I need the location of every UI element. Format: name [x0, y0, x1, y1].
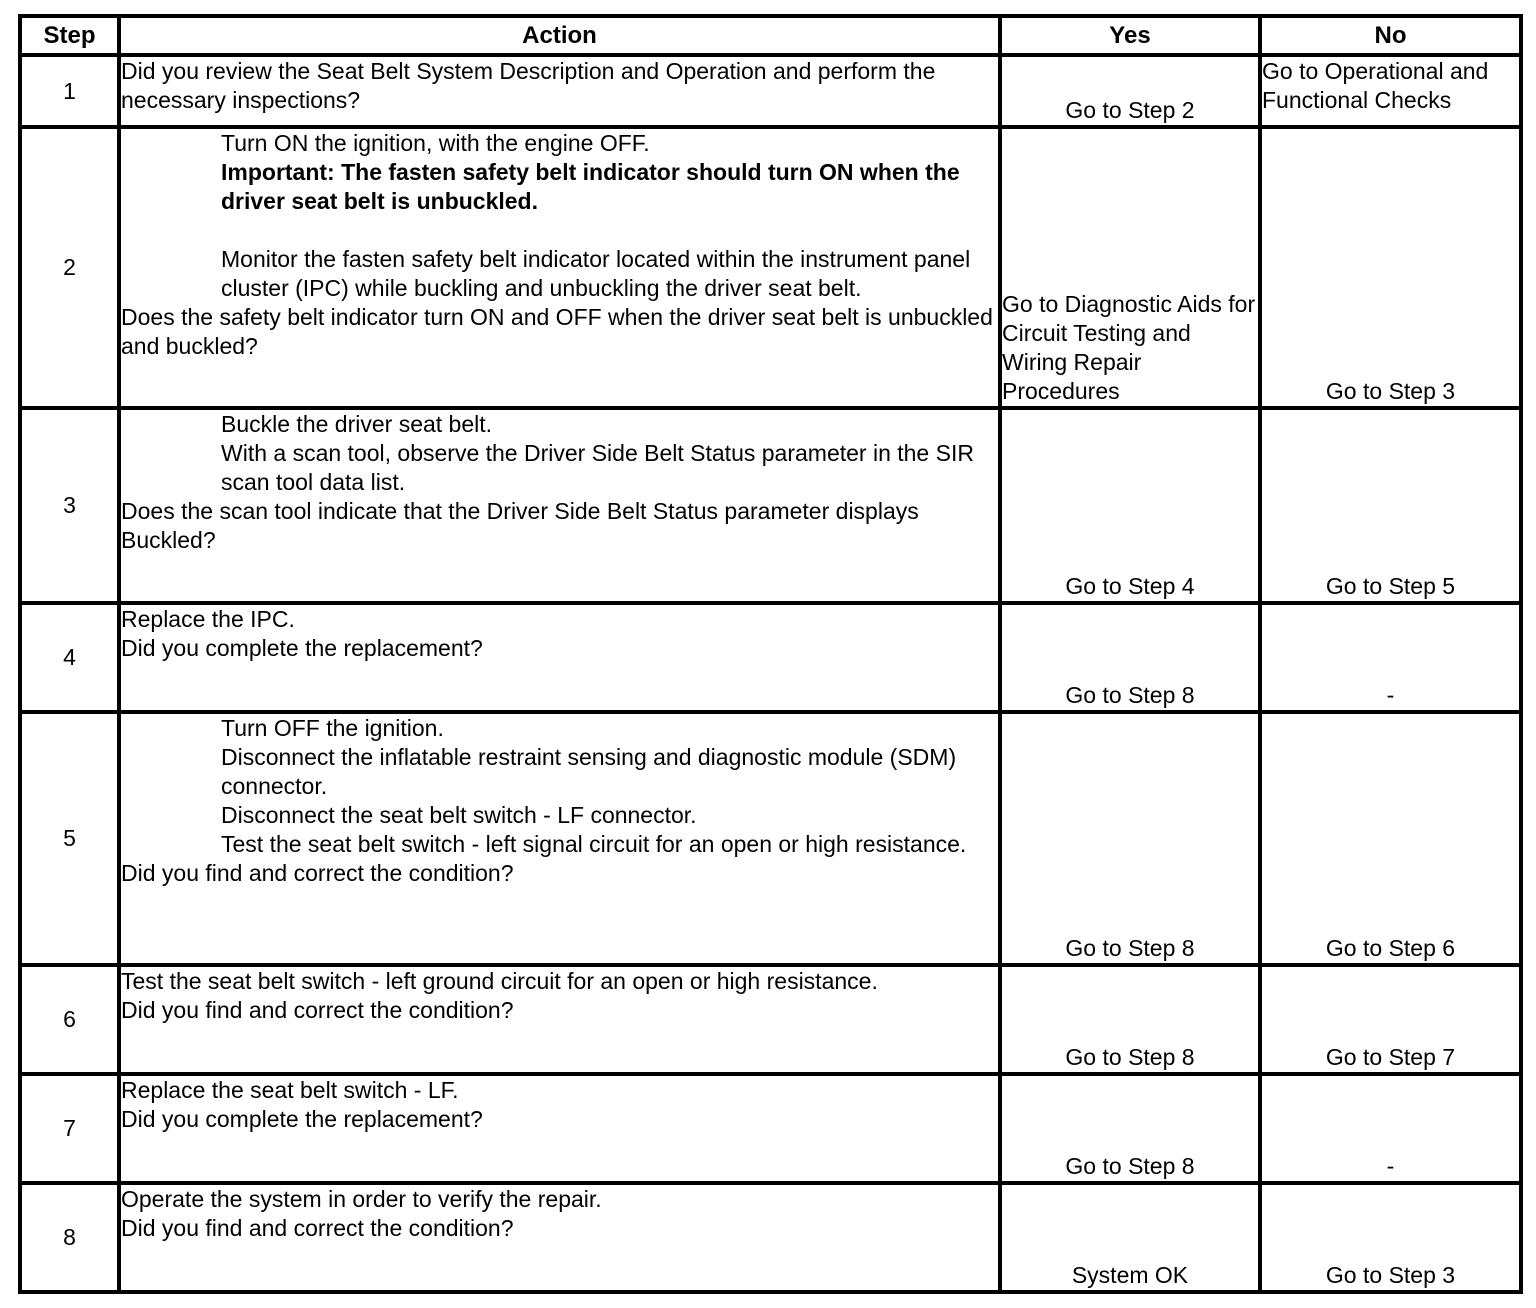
- action-line: Turn ON the ignition, with the engine OFF.: [221, 130, 650, 156]
- action-cell: [119, 603, 1000, 712]
- step-number: 2: [20, 127, 119, 408]
- table-row: [20, 1074, 1521, 1183]
- action-line: Test the seat belt switch - left ground circuit for an open or high resistance.: [121, 968, 878, 994]
- yes-cell: Go to Step 8: [1000, 603, 1260, 712]
- action-cell: [119, 1074, 1000, 1183]
- table-row: [20, 965, 1521, 1074]
- action-question: Did you find and correct the condition?: [121, 860, 514, 886]
- no-cell: Go to Step 3: [1260, 127, 1521, 408]
- action-line: Test the seat belt switch - left signal circuit for an open or high resistance.: [221, 831, 967, 857]
- action-line: Monitor the fasten safety belt indicator located within the instrument panel cluster (IPC) while buckling and unbuckling the driver seat belt.: [221, 246, 971, 301]
- action-question: Does the safety belt indicator turn ON and OFF when the driver seat belt is unbuckled and buckled?: [121, 304, 993, 359]
- action-line: Turn OFF the ignition.: [221, 715, 444, 741]
- action-question: Does the scan tool indicate that the Driver Side Belt Status parameter displays Buckled?: [121, 498, 919, 553]
- action-question: Did you find and correct the condition?: [121, 1215, 514, 1241]
- diagnostic-table: [18, 14, 1523, 1294]
- step-number: 3: [20, 408, 119, 603]
- table-row: [20, 127, 1521, 408]
- action-line: Operate the system in order to verify the repair.: [121, 1186, 602, 1212]
- table-row: [20, 55, 1521, 127]
- no-cell: -: [1260, 603, 1521, 712]
- no-cell: Go to Step 7: [1260, 965, 1521, 1074]
- action-line: Disconnect the seat belt switch - LF connector.: [221, 802, 697, 828]
- action-question: Did you complete the replacement?: [121, 1106, 483, 1132]
- yes-cell: Go to Step 8: [1000, 965, 1260, 1074]
- yes-cell: Go to Step 2: [1000, 55, 1260, 127]
- no-cell: Go to Step 3: [1260, 1183, 1521, 1292]
- header-yes: Yes: [1000, 16, 1260, 55]
- action-line: Disconnect the inflatable restraint sensing and diagnostic module (SDM) connector.: [221, 744, 957, 799]
- yes-cell: Go to Step 4: [1000, 408, 1260, 603]
- header-step: Step: [20, 16, 119, 55]
- step-number: 1: [20, 55, 119, 127]
- yes-cell: Go to Step 8: [1000, 712, 1260, 965]
- action-question: Did you find and correct the condition?: [121, 997, 514, 1023]
- table-row: [20, 1183, 1521, 1292]
- action-line: With a scan tool, observe the Driver Side Belt Status parameter in the SIR scan tool data list.: [221, 440, 974, 495]
- action-cell: [119, 127, 1000, 408]
- step-number: 5: [20, 712, 119, 965]
- yes-cell: Go to Step 8: [1000, 1074, 1260, 1183]
- table-row: [20, 408, 1521, 603]
- yes-cell: System OK: [1000, 1183, 1260, 1292]
- step-number: 8: [20, 1183, 119, 1292]
- table-row: [20, 712, 1521, 965]
- table-row: [20, 603, 1521, 712]
- yes-cell: Go to Diagnostic Aids for Circuit Testing and Wiring Repair Procedures: [1000, 127, 1260, 408]
- action-cell: [119, 965, 1000, 1074]
- header-no: No: [1260, 16, 1521, 55]
- action-question: Did you complete the replacement?: [121, 635, 483, 661]
- action-cell: [119, 712, 1000, 965]
- no-cell: Go to Operational and Functional Checks: [1260, 55, 1521, 127]
- action-line: Replace the seat belt switch - LF.: [121, 1077, 459, 1103]
- step-number: 4: [20, 603, 119, 712]
- no-cell: -: [1260, 1074, 1521, 1183]
- no-cell: Go to Step 5: [1260, 408, 1521, 603]
- action-question: Did you review the Seat Belt System Description and Operation and perform the necessary inspections?: [121, 58, 936, 113]
- action-cell: [119, 55, 1000, 127]
- action-line: Replace the IPC.: [121, 606, 295, 632]
- action-cell: [119, 408, 1000, 603]
- step-number: 7: [20, 1074, 119, 1183]
- header-row: [20, 16, 1521, 55]
- action-cell: [119, 1183, 1000, 1292]
- header-action: Action: [119, 16, 1000, 55]
- important-note: Important: The fasten safety belt indicator should turn ON when the driver seat belt is unbuckled.: [221, 159, 960, 214]
- action-line: Buckle the driver seat belt.: [221, 411, 493, 437]
- step-number: 6: [20, 965, 119, 1074]
- no-cell: Go to Step 6: [1260, 712, 1521, 965]
